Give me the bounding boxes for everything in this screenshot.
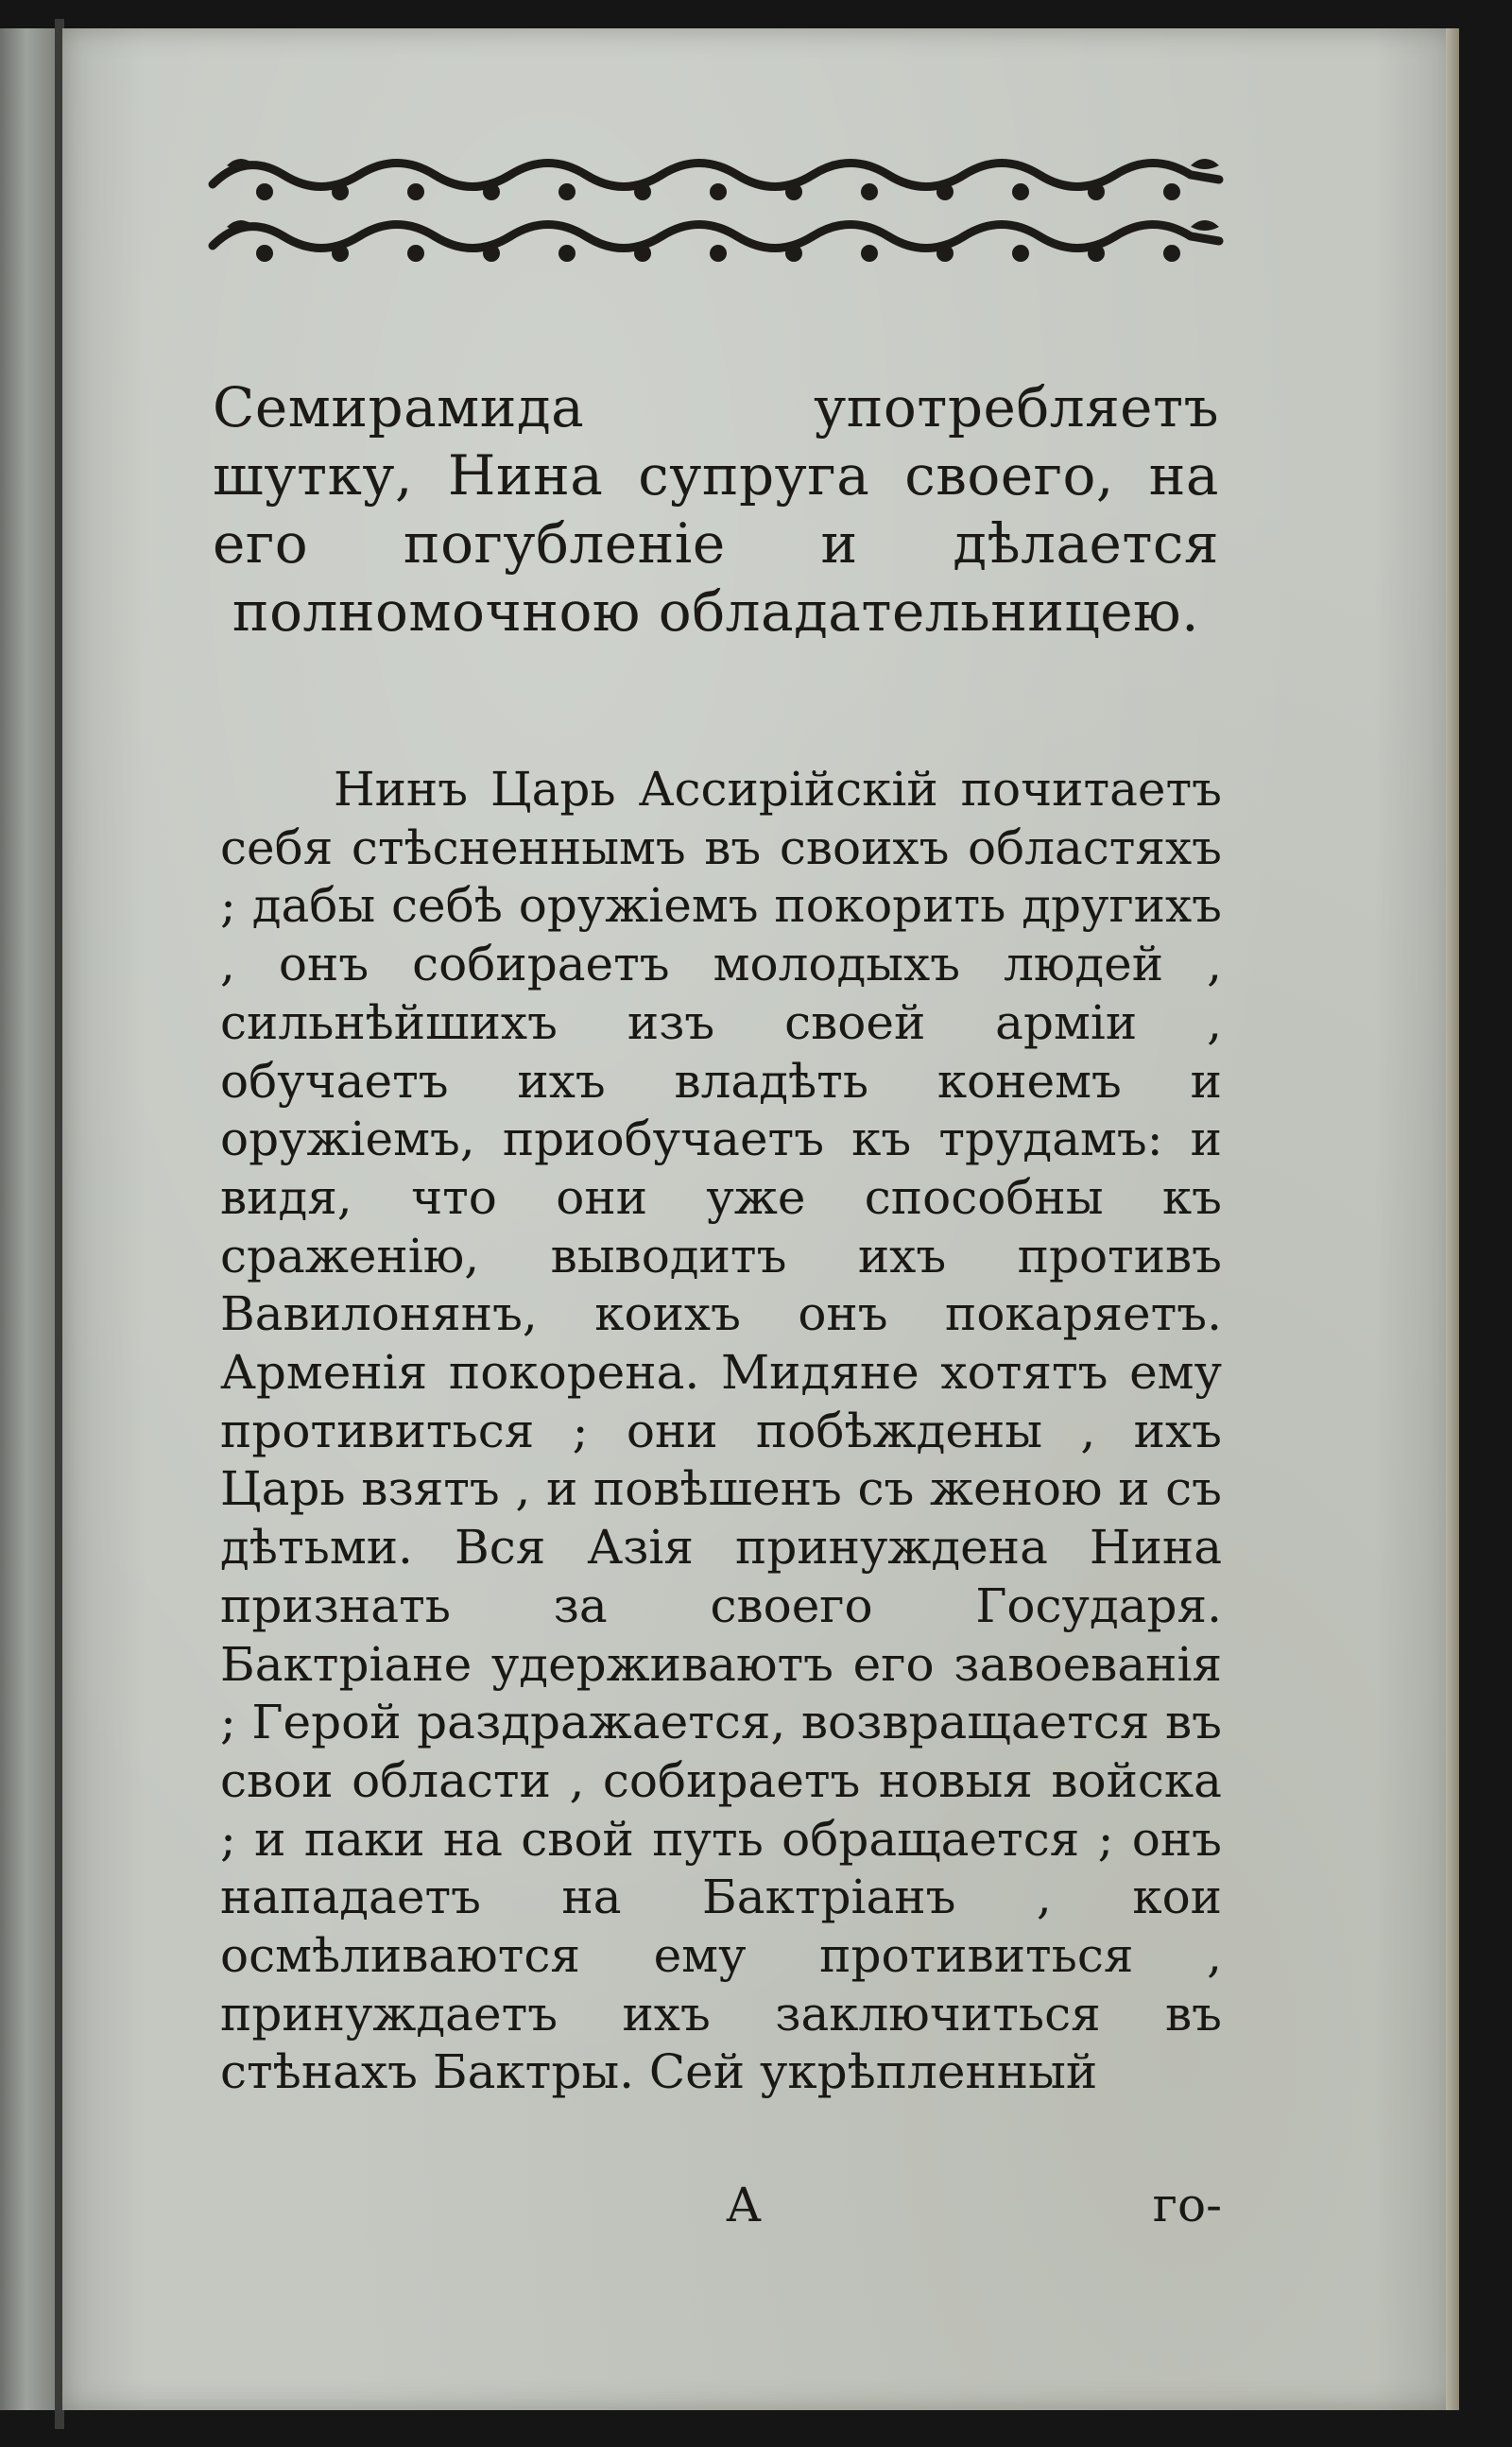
- signature-mark: А: [726, 2178, 762, 2232]
- decorative-headpiece-ornament: [208, 146, 1224, 279]
- previous-page-edge: [0, 28, 59, 2410]
- chapter-heading: Семирамида употребляетъ шутку, Нина супруга своего, на его погубленіе и дѣлается полномочною обладательницею.: [213, 375, 1219, 644]
- body-paragraph: Нинъ Царь Ассирійскій почитаетъ себя стѣсненнымъ въ своихъ областяхъ ; дабы себѣ оружіемъ покорить другихъ , онъ собираетъ молодыхъ людей , сильнѣйшихъ изъ своей арміи , обучаетъ ихъ владѣть конемъ и оружіемъ, приобучаетъ къ трудамъ: и видя, что они уже способны къ сраженію, выводитъ ихъ противъ Вавилонянъ, коихъ онъ покаряетъ. Арменія покорена. Мидяне хотятъ ему противиться ; они побѣждены , ихъ Царь взятъ , и повѣшенъ съ женою и съ дѣтьми. Вся Азія принуждена Нина признать за своего Государя. Бактріане удерживаютъ его завоеванія ; Герой раздражается, возвращается въ свои области , собираетъ новыя войска ; и паки на свой путь обращается ; онъ нападаетъ на Бактріанъ , кои осмѣливаются ему противиться , принуждаетъ ихъ заключиться въ стѣнахъ Бактры. Сей укрѣпленный: [220, 762, 1222, 2100]
- page-edge: [1446, 28, 1459, 2410]
- catchword: го-: [1152, 2178, 1222, 2232]
- page-footer-line: [220, 2172, 1222, 2238]
